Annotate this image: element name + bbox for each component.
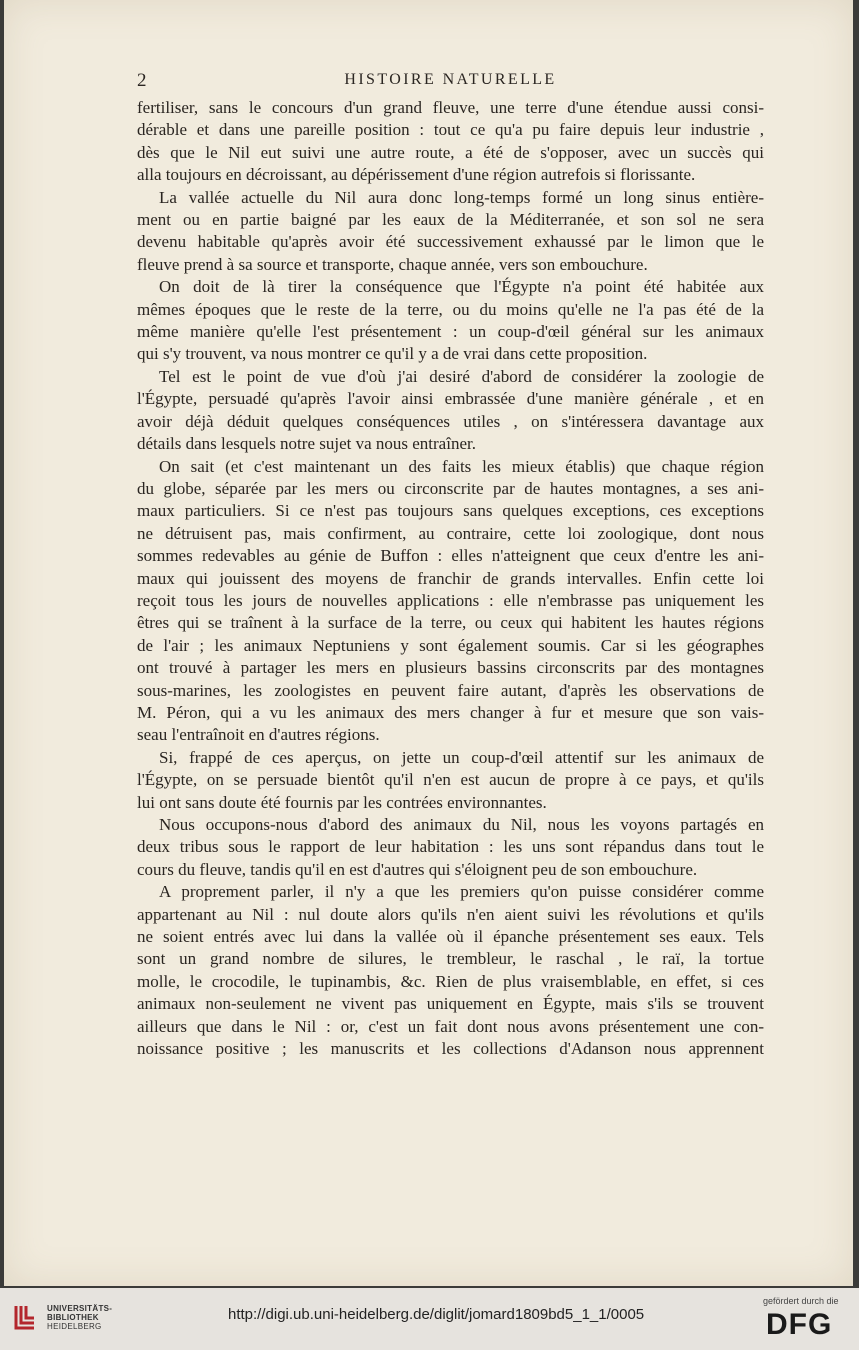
text-line: sommes redevables au génie de Buffon : elles n'atteignent que ceux d'entre les ani-: [137, 546, 764, 566]
text-line: sont un grand nombre de silures, le trembleur, le raschal , le raï, la tortue: [137, 949, 764, 969]
text-line: ne soient entrés avec lui dans la vallée où il épanche présentement ses eaux. Tels: [137, 927, 764, 947]
text-line: maux particuliers. Si ce n'est pas toujours sans quelques exceptions, ces exceptions: [137, 501, 764, 521]
text-line: M. Péron, qui a vu les animaux des mers changer à fur et mesure que son vais-: [137, 702, 764, 722]
text-line: l'Égypte, persuadé qu'après l'avoir ainsi embrassée d'une manière générale , et en: [137, 389, 764, 409]
text-line: deux tribus sous le rapport de leur habitation : les uns sont répandus dans tout le: [137, 837, 764, 857]
text-line: Tel est le point de vue d'où j'ai desiré d'abord de considérer la zoologie de: [159, 366, 764, 386]
text-line: fleuve prend à sa source et transporte, chaque année, vers son embouchure.: [137, 254, 648, 274]
text-line: devenu habitable qu'après avoir été successivement exhaussé par le limon que le: [137, 232, 764, 252]
text-line: avoir déjà déduit quelques conséquences utiles , on s'intéressera davantage aux: [137, 411, 764, 431]
text-line: molle, le crocodile, le tupinambis, &c. Rien de plus vraisemblable, en effet, si ces: [137, 971, 764, 991]
text-line: A proprement parler, il n'y a que les premiers qu'on puisse considérer comme: [159, 882, 764, 902]
text-line: alla toujours en décroissant, au dépérissement d'une région autrefois si florissante.: [137, 165, 696, 185]
dfg-logo[interactable]: DFG: [766, 1308, 833, 1341]
text-line: qui s'y trouvent, va nous montrer ce qu'il y a de vrai dans cette proposition.: [137, 344, 648, 364]
text-line: du globe, séparée par les mers ou circonscrite par de hautes montagnes, a ses ani-: [137, 478, 764, 498]
text-line: animaux non-seulement ne vivent pas uniquement en Égypte, mais s'ils se trouvent: [137, 994, 764, 1014]
text-line: dérable et dans une pareille position : tout ce qu'a pu faire depuis leur industrie ,: [137, 120, 764, 140]
text-line: maux qui jouissent des moyens de franchir de grands intervalles. Enfin cette loi: [137, 568, 764, 588]
text-line: noissance positive ; les manuscrits et les collections d'Adanson nous apprennent: [137, 1039, 764, 1059]
running-title: HISTOIRE NATURELLE: [344, 71, 557, 88]
text-line: détails dans lesquels notre sujet va nous entraîner.: [137, 434, 476, 454]
library-name-line: HEIDELBERG: [47, 1322, 102, 1331]
text-line: La vallée actuelle du Nil aura donc long-temps formé un long sinus entière-: [159, 187, 764, 207]
text-line: dès que le Nil eut suivi une autre route, a été de s'opposer, avec un succès qui: [137, 142, 764, 162]
library-name-line: UNIVERSITÄTS-: [47, 1304, 113, 1313]
text-line: Si, frappé de ces aperçus, on jette un coup-d'œil attentif sur les animaux de: [159, 747, 764, 767]
page-number: 2: [137, 70, 147, 91]
text-line: ne détruisent pas, mais confirment, au contraire, cette loi zoologique, dont nous: [137, 523, 764, 543]
text-line: cours du fleuve, tandis qu'il en est d'autres qui s'éloignent peu de son embouchure.: [137, 859, 698, 879]
text-line: de l'air ; les animaux Neptuniens y sont également soumis. Car si les géographes: [137, 635, 764, 655]
text-line: lui ont sans doute été fournis par les contrées environnantes.: [137, 792, 547, 812]
library-name-line: BIBLIOTHEK: [47, 1313, 99, 1322]
text-line: reçoit tous les jours de nouvelles applications : elle n'embrasse pas uniquement les: [137, 590, 764, 610]
viewer-footer: [0, 1288, 859, 1350]
text-line: ment ou en partie baigné par les eaux de la Méditerranée, et son sol ne sera: [137, 210, 764, 230]
book-page: [4, 0, 853, 1286]
library-name[interactable]: [47, 1304, 112, 1331]
text-line: ont trouvé à partager les mers en plusieurs bassins circonscrits par des montagnes: [137, 658, 764, 678]
funding-note: gefördert durch die: [763, 1296, 839, 1306]
text-line: même manière qu'elle l'est présentement : un coup-d'œil général sur les animaux: [137, 322, 764, 342]
text-line: appartenant au Nil : nul doute alors qu'ils n'en aient suivi les révolutions et qu'ils: [137, 904, 764, 924]
text-line: Nous occupons-nous d'abord des animaux du Nil, nous les voyons partagés en: [159, 815, 764, 834]
library-logo-icon[interactable]: [10, 1302, 40, 1332]
permalink-url[interactable]: http://digi.ub.uni-heidelberg.de/diglit/jomard1809bd5_1_1/0005: [228, 1306, 645, 1323]
text-line: mêmes époques que le reste de la terre, ou du moins qu'elle ne l'a pas été de la: [137, 299, 764, 319]
text-line: êtres qui se traînent à la surface de la terre, ou ceux qui habitent les hautes régions: [137, 613, 764, 633]
text-line: sous-marines, les zoologistes en peuvent faire autant, d'après les observations de: [137, 680, 764, 700]
text-line: l'Égypte, on se persuade bientôt qu'il n'en est aucun de propre à ce pays, et qu'ils: [137, 770, 764, 790]
text-line: seau l'entraînoit en d'autres régions.: [137, 725, 380, 745]
text-line: fertiliser, sans le concours d'un grand fleuve, une terre d'une étendue aussi consi-: [137, 98, 764, 117]
running-header: [137, 70, 764, 94]
text-line: On sait (et c'est maintenant un des faits les mieux établis) que chaque région: [159, 456, 764, 476]
text-line: On doit de là tirer la conséquence que l'Égypte n'a point été habitée aux: [159, 277, 764, 297]
body-text: [137, 97, 764, 1060]
text-line: ailleurs que dans le Nil : or, c'est un fait dont nous avons présentement une con-: [137, 1016, 764, 1036]
